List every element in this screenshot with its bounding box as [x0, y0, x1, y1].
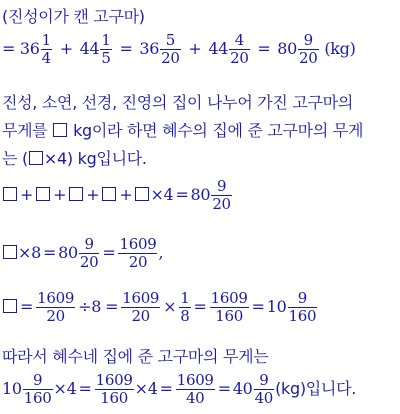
equals-sign: = [43, 243, 57, 262]
unknown-box-icon [3, 245, 17, 259]
mixed-whole: 36 [19, 39, 40, 58]
equals-sign: = [193, 297, 207, 316]
paragraph-text: ×4) kg입니다. [43, 149, 147, 168]
times-four: ×4 [134, 379, 158, 398]
answer-tail: (kg)입니다. [275, 379, 357, 398]
unknown-box-icon [69, 187, 83, 201]
times-four: ×4 [150, 185, 174, 204]
unknown-box-icon [29, 151, 43, 165]
fraction: $\frac{1609}{20}$ [119, 235, 157, 271]
equals-sign: = [217, 379, 231, 398]
fraction: $\frac{1609}{160}$ [95, 371, 133, 407]
unknown-box-icon [135, 187, 149, 201]
fraction: $\frac{9}{20}$ [212, 177, 231, 213]
fraction: $\frac{1609}{20}$ [37, 289, 75, 325]
plus-sign: + [59, 39, 73, 58]
fraction: $\frac{1}{8}$ [180, 289, 190, 325]
mixed-whole: 44 [79, 39, 100, 58]
equation-line-3 [2, 236, 400, 271]
paragraph-line-3 [2, 146, 400, 169]
paragraph-text: 따라서 혜수네 집에 준 고구마의 무게는 [2, 347, 269, 366]
mixed-whole: 40 [232, 379, 253, 398]
problem-heading [2, 4, 400, 27]
times-sign: × [163, 297, 177, 316]
mixed-whole: 10 [266, 297, 287, 316]
fraction: $\frac{1609}{160}$ [210, 289, 248, 325]
paragraph-text: kg이라 하면 혜수의 집에 준 고구마의 무게 [73, 121, 364, 140]
unknown-box-icon [3, 187, 17, 201]
unit-kg: (kg) [324, 39, 356, 58]
equals-sign: = [105, 297, 119, 316]
fraction: $\frac{4}{20}$ [230, 31, 249, 67]
equals-sign: = [175, 185, 189, 204]
equals-sign: = [251, 297, 265, 316]
fraction: $\frac{9}{160}$ [288, 289, 317, 325]
fraction: $\frac{1609}{40}$ [176, 371, 214, 407]
equation-line-2 [2, 178, 400, 213]
paragraph-text: 무게를 [2, 121, 48, 140]
unknown-box-icon [102, 187, 116, 201]
equals-sign: = [2, 39, 16, 58]
equation-line-4 [2, 290, 400, 325]
equals-sign: = [119, 39, 133, 58]
equation-line-5 [2, 372, 400, 407]
equals-sign: = [257, 39, 271, 58]
plus-sign: + [119, 185, 133, 204]
mixed-whole: 80 [277, 39, 298, 58]
fraction: $\frac{9}{40}$ [254, 371, 274, 407]
fraction: $\frac{5}{20}$ [161, 31, 180, 67]
fraction: $\frac{1}{4}$ [41, 31, 51, 67]
paragraph-line-2 [2, 118, 400, 141]
mixed-whole: 36 [139, 39, 160, 58]
mixed-whole: 80 [190, 185, 211, 204]
plus-sign: + [53, 185, 67, 204]
fraction: $\frac{1609}{20}$ [122, 289, 160, 325]
fraction: $\frac{1}{5}$ [101, 31, 111, 67]
times-eight: ×8 [18, 243, 41, 262]
paragraph-text: 진성, 소연, 선경, 진영의 집이 나누어 가진 고구마의 [2, 93, 353, 112]
plus-sign: + [86, 185, 100, 204]
fraction: $\frac{9}{20}$ [299, 31, 318, 67]
fraction: $\frac{9}{20}$ [79, 235, 99, 271]
mixed-whole: 44 [208, 39, 229, 58]
divide-eight: ÷8 [78, 297, 102, 316]
equation-line-1 [2, 32, 400, 67]
plus-sign: + [20, 185, 34, 204]
comma: , [158, 243, 164, 262]
paragraph-text: 는 ( [2, 149, 28, 168]
unknown-box-icon [36, 187, 50, 201]
mixed-whole: 80 [58, 243, 78, 262]
mixed-whole: 10 [2, 379, 22, 398]
paragraph-line-1 [2, 90, 400, 113]
paragraph-line-4 [2, 344, 400, 367]
unknown-box-icon [53, 123, 67, 137]
fraction: $\frac{9}{160}$ [23, 371, 52, 407]
times-four: ×4 [53, 379, 77, 398]
plus-sign: + [188, 39, 202, 58]
equals-sign: = [102, 243, 116, 262]
unknown-box-icon [3, 299, 17, 313]
equals-sign: = [159, 379, 173, 398]
equals-sign: = [20, 297, 34, 316]
heading-text: (진성이가 캔 고구마) [2, 7, 145, 26]
equals-sign: = [78, 379, 92, 398]
